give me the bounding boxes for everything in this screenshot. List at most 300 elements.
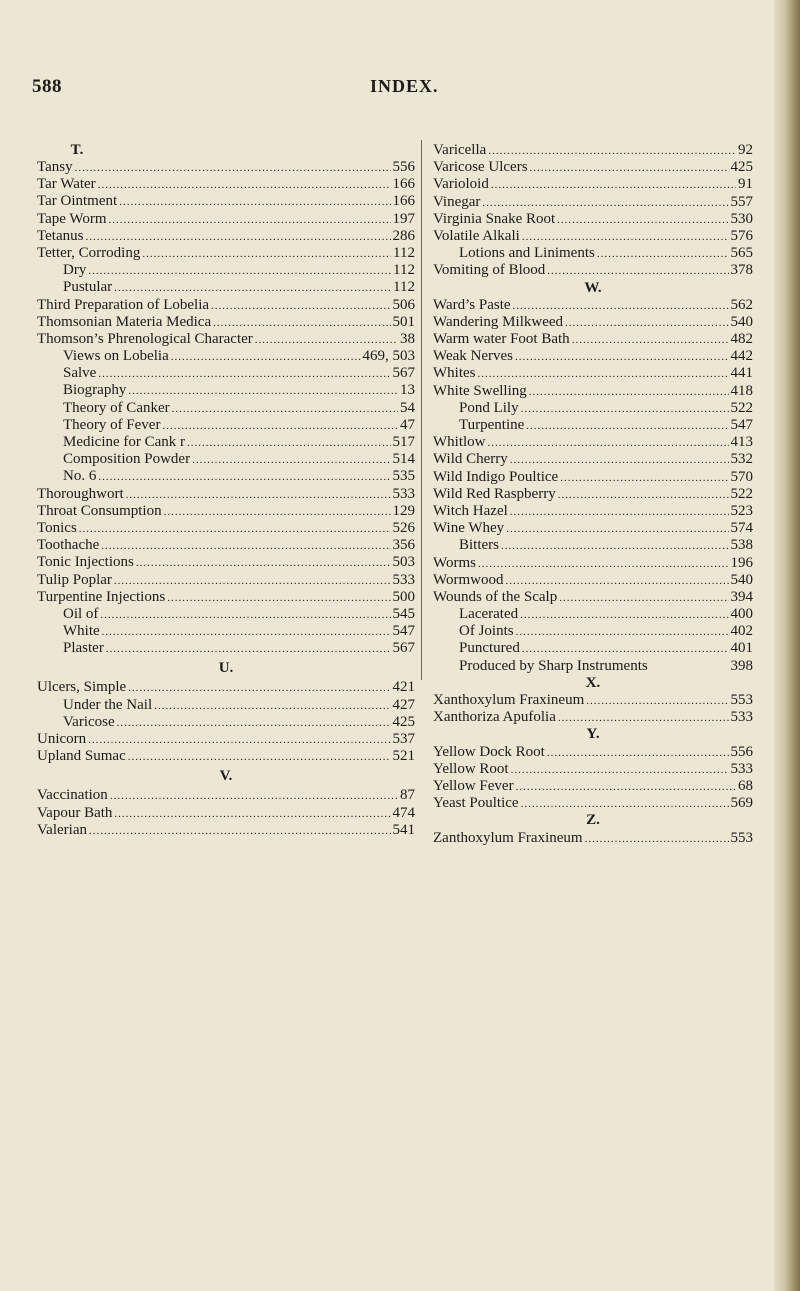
index-entry bbox=[433, 348, 753, 365]
index-entry bbox=[433, 623, 753, 640]
index-entry bbox=[433, 778, 753, 795]
entry-term: Wine Whey bbox=[433, 520, 505, 537]
index-entry bbox=[433, 555, 753, 572]
index-entry bbox=[433, 417, 753, 434]
dot-leader bbox=[126, 486, 391, 504]
index-entry bbox=[37, 714, 415, 731]
dot-leader bbox=[142, 245, 391, 263]
entry-term: Varioloid bbox=[433, 176, 489, 193]
dot-leader bbox=[559, 589, 728, 607]
dot-leader bbox=[478, 555, 729, 573]
entry-term: Yellow Fever bbox=[433, 777, 514, 794]
index-entry bbox=[37, 193, 415, 210]
index-entry bbox=[37, 451, 415, 468]
index-entry bbox=[37, 486, 415, 503]
index-entry bbox=[37, 589, 415, 606]
dot-leader bbox=[213, 314, 390, 332]
entry-term: Wild Red Raspberry bbox=[433, 485, 556, 502]
entry-term: Medicine for Cank r bbox=[63, 434, 186, 450]
index-entry bbox=[37, 245, 415, 262]
entry-term: Thomsonian Materia Medica bbox=[37, 313, 212, 330]
dot-leader bbox=[585, 830, 729, 848]
index-entry bbox=[433, 194, 753, 211]
entry-term: Upland Sumac bbox=[37, 748, 126, 765]
entry-page-number: 567 bbox=[392, 365, 415, 382]
dot-leader bbox=[560, 469, 728, 487]
letter-heading: Y. bbox=[586, 726, 600, 743]
dot-leader bbox=[491, 176, 736, 194]
index-entry bbox=[433, 159, 753, 176]
entry-page-number: 530 bbox=[730, 210, 753, 227]
index-entry bbox=[37, 434, 415, 451]
entry-term: Xanthoriza Apufolia bbox=[433, 709, 556, 726]
dot-leader bbox=[510, 503, 729, 521]
entry-term: Thomson’s Phrenological Character bbox=[37, 330, 253, 347]
entry-term: Turpentine bbox=[459, 417, 525, 433]
dot-leader bbox=[530, 159, 729, 177]
letter-heading: V. bbox=[219, 768, 233, 785]
letter-heading: T. bbox=[70, 142, 84, 158]
dot-leader bbox=[136, 554, 391, 572]
entry-page-number: 535 bbox=[392, 468, 415, 485]
dot-leader bbox=[117, 714, 391, 732]
entry-term: No. 6 bbox=[63, 468, 97, 485]
entry-page-number: 562 bbox=[730, 296, 753, 313]
index-entry bbox=[37, 382, 415, 399]
index-entry bbox=[433, 537, 753, 554]
index-entry bbox=[433, 314, 753, 331]
dot-leader bbox=[187, 434, 390, 452]
entry-term: Composition Powder bbox=[63, 451, 191, 468]
entry-term: Virginia Snake Root bbox=[433, 210, 556, 227]
entry-page-number: 569 bbox=[730, 795, 753, 812]
index-entry bbox=[37, 468, 415, 485]
entry-term: Of Joints bbox=[459, 623, 514, 640]
index-column-left bbox=[37, 142, 415, 839]
entry-page-number: 547 bbox=[730, 417, 753, 433]
entry-page-number: 378 bbox=[730, 262, 753, 279]
entry-term: White bbox=[63, 623, 100, 640]
entry-page-number: 166 bbox=[392, 176, 415, 193]
dot-leader bbox=[520, 606, 728, 624]
entry-page-number: 537 bbox=[392, 731, 415, 747]
entry-term: Xanthoxylum Fraxineum bbox=[433, 692, 585, 708]
entry-term: Plaster bbox=[63, 640, 104, 657]
entry-page-number: 533 bbox=[392, 571, 415, 588]
entry-page-number: 557 bbox=[730, 193, 753, 210]
dot-leader bbox=[572, 331, 729, 349]
dot-leader bbox=[88, 262, 391, 280]
dot-leader bbox=[154, 697, 390, 715]
entry-term: Witch Hazel bbox=[433, 502, 508, 519]
entry-term: Under the Nail bbox=[63, 696, 153, 713]
entry-page-number: 501 bbox=[392, 313, 415, 330]
entry-term: White Swelling bbox=[433, 382, 527, 399]
entry-term: Whitlow bbox=[433, 434, 486, 451]
index-entry bbox=[37, 314, 415, 331]
entry-page-number: 474 bbox=[392, 804, 415, 821]
index-entry bbox=[433, 434, 753, 451]
index-entry bbox=[433, 211, 753, 228]
entry-term: Theory of Canker bbox=[63, 399, 170, 416]
entry-term: Zanthoxylum Fraxineum bbox=[433, 829, 583, 846]
entry-term: Whites bbox=[433, 365, 476, 382]
dot-leader bbox=[172, 400, 398, 418]
entry-term: Bitters bbox=[459, 537, 499, 554]
entry-page-number: 533 bbox=[730, 709, 753, 726]
dot-leader bbox=[515, 348, 728, 366]
index-entry bbox=[37, 176, 415, 193]
entry-term: Unicorn bbox=[37, 731, 87, 747]
dot-leader bbox=[586, 692, 728, 710]
dot-leader bbox=[114, 805, 390, 823]
index-entry bbox=[433, 245, 753, 262]
index-entry bbox=[433, 228, 753, 245]
entry-term: Tansy bbox=[37, 159, 73, 175]
entry-term: Tonics bbox=[37, 519, 77, 536]
index-entry bbox=[433, 572, 753, 589]
entry-page-number: 54 bbox=[400, 399, 415, 416]
entry-page-number: 402 bbox=[730, 623, 753, 640]
entry-term: Tetanus bbox=[37, 227, 84, 244]
index-entry bbox=[37, 572, 415, 589]
entry-page-number: 129 bbox=[392, 502, 415, 519]
dot-leader bbox=[522, 640, 729, 658]
entry-term: Tar Ointment bbox=[37, 193, 118, 210]
dot-leader bbox=[171, 348, 361, 366]
dot-leader bbox=[106, 640, 391, 658]
entry-term: Worms bbox=[433, 554, 476, 571]
index-entry bbox=[433, 503, 753, 520]
entry-term: Wild Indigo Poultice bbox=[433, 468, 559, 485]
entry-page-number: 532 bbox=[730, 451, 753, 468]
index-entry bbox=[433, 795, 753, 812]
entry-page-number: 394 bbox=[730, 588, 753, 605]
dot-leader bbox=[98, 468, 390, 486]
entry-page-number: 87 bbox=[400, 787, 415, 804]
index-entry bbox=[37, 731, 415, 748]
index-entry bbox=[37, 537, 415, 554]
entry-page-number: 500 bbox=[392, 588, 415, 605]
index-entry bbox=[433, 176, 753, 193]
dot-leader bbox=[529, 383, 729, 401]
entry-page-number: 13 bbox=[400, 382, 415, 399]
letter-heading: U. bbox=[218, 660, 234, 677]
dot-leader bbox=[526, 417, 728, 435]
index-entry bbox=[433, 331, 753, 348]
dot-leader bbox=[547, 262, 728, 280]
dot-leader bbox=[516, 778, 736, 796]
entry-page-number: 576 bbox=[730, 227, 753, 244]
index-entry bbox=[433, 520, 753, 537]
index-column-right bbox=[433, 142, 753, 847]
entry-page-number: 526 bbox=[392, 519, 415, 536]
dot-leader bbox=[482, 194, 728, 212]
dot-leader bbox=[114, 279, 391, 297]
dot-leader bbox=[510, 451, 729, 469]
index-entry bbox=[433, 709, 753, 726]
dot-leader bbox=[89, 822, 391, 840]
index-entry bbox=[433, 640, 753, 657]
entry-page-number: 567 bbox=[392, 640, 415, 657]
entry-term: Biography bbox=[63, 382, 127, 399]
entry-term: Varicose Ulcers bbox=[433, 159, 528, 176]
index-entry bbox=[37, 417, 415, 434]
index-entry bbox=[37, 520, 415, 537]
entry-page-number: 401 bbox=[730, 640, 753, 657]
dot-leader bbox=[128, 382, 398, 400]
entry-page-number: 541 bbox=[392, 821, 415, 838]
dot-leader bbox=[114, 572, 391, 590]
entry-term: Pustular bbox=[63, 279, 113, 296]
dot-leader bbox=[478, 365, 729, 383]
dot-leader bbox=[506, 520, 728, 538]
entry-term: Warm water Foot Bath bbox=[433, 331, 570, 348]
entry-page-number: 533 bbox=[730, 760, 753, 777]
index-entry bbox=[433, 658, 753, 675]
entry-term: Volatile Alkali bbox=[433, 227, 520, 244]
entry-term: Vapour Bath bbox=[37, 804, 113, 821]
entry-page-number: 522 bbox=[730, 399, 753, 416]
dot-leader bbox=[88, 731, 390, 749]
index-entry bbox=[37, 331, 415, 348]
dot-leader bbox=[558, 709, 729, 727]
entry-term: Valerian bbox=[37, 821, 87, 838]
entry-term: Tulip Poplar bbox=[37, 571, 112, 588]
dot-leader bbox=[511, 761, 729, 779]
dot-leader bbox=[521, 400, 729, 418]
entry-page-number: 574 bbox=[730, 520, 753, 537]
entry-page-number: 506 bbox=[392, 296, 415, 313]
entry-page-number: 112 bbox=[393, 279, 415, 296]
entry-term: Third Preparation of Lobelia bbox=[37, 296, 210, 313]
entry-page-number: 522 bbox=[730, 485, 753, 502]
entry-page-number: 538 bbox=[730, 537, 753, 554]
entry-page-number: 556 bbox=[730, 743, 753, 760]
entry-page-number: 540 bbox=[730, 313, 753, 330]
dot-leader bbox=[102, 623, 391, 641]
entry-page-number: 570 bbox=[730, 468, 753, 485]
dot-leader bbox=[516, 623, 729, 641]
index-entry bbox=[37, 640, 415, 657]
entry-page-number: 521 bbox=[392, 748, 415, 765]
index-entry bbox=[37, 159, 415, 176]
entry-term: Ward’s Paste bbox=[433, 296, 511, 313]
index-entry bbox=[433, 469, 753, 486]
entry-page-number: 442 bbox=[730, 348, 753, 365]
entry-page-number: 413 bbox=[730, 434, 753, 451]
index-entry bbox=[37, 623, 415, 640]
index-entry bbox=[433, 606, 753, 623]
index-entry bbox=[37, 211, 415, 228]
entry-page-number: 418 bbox=[730, 382, 753, 399]
entry-page-number: 545 bbox=[392, 605, 415, 622]
entry-term: Pond Lily bbox=[459, 399, 519, 416]
entry-term: Dry bbox=[63, 262, 87, 279]
index-entry bbox=[433, 830, 753, 847]
column-divider bbox=[421, 140, 422, 680]
running-head: INDEX. bbox=[370, 76, 439, 96]
entry-page-number: 197 bbox=[392, 210, 415, 227]
entry-term: Views on Lobelia bbox=[63, 348, 169, 365]
dot-leader bbox=[547, 744, 729, 762]
index-entry bbox=[37, 606, 415, 623]
entry-list-left bbox=[37, 142, 415, 839]
index-entry bbox=[433, 744, 753, 761]
entry-term: Vomiting of Blood bbox=[433, 262, 546, 279]
index-entry bbox=[37, 262, 415, 279]
entry-term: Theory of Fever bbox=[63, 416, 161, 433]
entry-term: Punctured bbox=[459, 640, 520, 657]
index-entry bbox=[433, 589, 753, 606]
dot-leader bbox=[100, 606, 390, 624]
dot-leader bbox=[167, 589, 390, 607]
page-edge-shadow bbox=[774, 0, 800, 1291]
entry-term: Vaccination bbox=[37, 787, 108, 804]
entry-term: Weak Nerves bbox=[433, 348, 514, 365]
entry-page-number: 91 bbox=[738, 176, 753, 193]
entry-page-number: 523 bbox=[730, 502, 753, 519]
dot-leader bbox=[164, 503, 391, 521]
entry-page-number: 503 bbox=[392, 554, 415, 571]
entry-page-number: 553 bbox=[730, 829, 753, 846]
dot-leader bbox=[192, 451, 390, 469]
entry-term: Toothache bbox=[37, 537, 100, 554]
entry-page-number: 425 bbox=[392, 713, 415, 730]
entry-term: Varicose bbox=[63, 713, 115, 730]
entry-page-number: 533 bbox=[392, 485, 415, 502]
entry-page-number: 556 bbox=[392, 159, 415, 175]
index-entry bbox=[37, 697, 415, 714]
entry-term: Yellow Dock Root bbox=[433, 743, 545, 760]
entry-term: Lotions and Liniments bbox=[459, 245, 595, 262]
entry-page-number: 47 bbox=[400, 416, 415, 433]
dot-leader bbox=[597, 245, 729, 263]
dot-leader bbox=[488, 142, 736, 160]
dot-leader bbox=[522, 228, 729, 246]
dot-leader bbox=[101, 537, 390, 555]
entry-page-number: 400 bbox=[730, 606, 753, 623]
entry-page-number: 398 bbox=[730, 657, 753, 674]
letter-heading: X. bbox=[585, 674, 601, 691]
index-entry bbox=[37, 748, 415, 765]
dot-leader bbox=[488, 434, 729, 452]
dot-leader bbox=[162, 417, 398, 435]
entry-term: Wild Cherry bbox=[433, 451, 508, 468]
index-entry bbox=[433, 451, 753, 468]
index-entry bbox=[37, 805, 415, 822]
index-entry bbox=[433, 297, 753, 314]
entry-term: Vinegar bbox=[433, 193, 481, 210]
entry-page-number: 196 bbox=[730, 554, 753, 571]
entry-page-number: 553 bbox=[730, 692, 753, 708]
index-entry bbox=[37, 297, 415, 314]
entry-term: Produced by Sharp Instruments bbox=[459, 657, 648, 674]
entry-term: Thoroughwort bbox=[37, 485, 124, 502]
entry-term: Wormwood bbox=[433, 571, 504, 588]
dot-leader bbox=[521, 795, 729, 813]
entry-page-number: 427 bbox=[392, 696, 415, 713]
entry-page-number: 286 bbox=[392, 227, 415, 244]
entry-term: Tonic Injections bbox=[37, 554, 134, 571]
dot-leader bbox=[128, 748, 391, 766]
index-entry bbox=[433, 400, 753, 417]
entry-term: Tar Water bbox=[37, 176, 96, 193]
dot-leader bbox=[557, 211, 728, 229]
letter-heading: W. bbox=[584, 279, 602, 296]
dot-leader bbox=[128, 679, 390, 697]
entry-page-number: 425 bbox=[730, 159, 753, 176]
entry-page-number: 565 bbox=[730, 245, 753, 262]
index-entry bbox=[37, 822, 415, 839]
entry-term: Tetter, Corroding bbox=[37, 244, 141, 261]
entry-page-number: 441 bbox=[730, 365, 753, 382]
index-entry bbox=[37, 679, 415, 696]
entry-term: Yellow Root bbox=[433, 760, 509, 777]
entry-page-number: 421 bbox=[392, 679, 415, 696]
entry-list-right bbox=[433, 142, 753, 847]
entry-page-number: 547 bbox=[392, 623, 415, 640]
dot-leader bbox=[211, 297, 390, 315]
entry-page-number: 68 bbox=[738, 777, 753, 794]
entry-term: Salve bbox=[63, 365, 97, 382]
entry-term: Throat Consumption bbox=[37, 502, 162, 519]
dot-leader bbox=[558, 486, 729, 504]
entry-term: Tape Worm bbox=[37, 210, 107, 227]
entry-page-number: 356 bbox=[392, 537, 415, 554]
dot-leader bbox=[98, 176, 391, 194]
index-entry bbox=[37, 228, 415, 245]
entry-term: Yeast Poultice bbox=[433, 795, 519, 812]
index-entry bbox=[433, 142, 753, 159]
index-entry bbox=[37, 400, 415, 417]
entry-term: Lacerated bbox=[459, 606, 519, 623]
dot-leader bbox=[79, 520, 391, 538]
entry-page-number: 166 bbox=[392, 193, 415, 210]
index-entry bbox=[433, 761, 753, 778]
dot-leader bbox=[513, 297, 729, 315]
entry-term: Wandering Milkweed bbox=[433, 313, 564, 330]
index-entry bbox=[433, 486, 753, 503]
dot-leader bbox=[110, 787, 398, 805]
index-entry bbox=[37, 503, 415, 520]
dot-leader bbox=[85, 228, 390, 246]
entry-page-number: 540 bbox=[730, 571, 753, 588]
dot-leader bbox=[255, 331, 398, 349]
index-entry bbox=[433, 365, 753, 382]
dot-leader bbox=[119, 193, 390, 211]
entry-term: Varicella bbox=[433, 142, 487, 158]
index-entry bbox=[37, 554, 415, 571]
index-entry bbox=[433, 692, 753, 709]
index-entry bbox=[37, 348, 415, 365]
index-entry bbox=[433, 383, 753, 400]
index-entry bbox=[37, 279, 415, 296]
dot-leader bbox=[565, 314, 728, 332]
letter-heading: Z. bbox=[586, 812, 600, 829]
entry-page-number: 469, 503 bbox=[362, 348, 415, 365]
index-entry bbox=[37, 787, 415, 804]
dot-leader bbox=[75, 159, 391, 177]
entry-page-number: 112 bbox=[393, 262, 415, 279]
dot-leader bbox=[505, 572, 728, 590]
entry-term: Wounds of the Scalp bbox=[433, 588, 558, 605]
index-entry bbox=[37, 365, 415, 382]
dot-leader bbox=[109, 211, 391, 229]
entry-page-number: 514 bbox=[392, 451, 415, 468]
dot-leader bbox=[501, 537, 729, 555]
entry-term: Ulcers, Simple bbox=[37, 679, 127, 696]
